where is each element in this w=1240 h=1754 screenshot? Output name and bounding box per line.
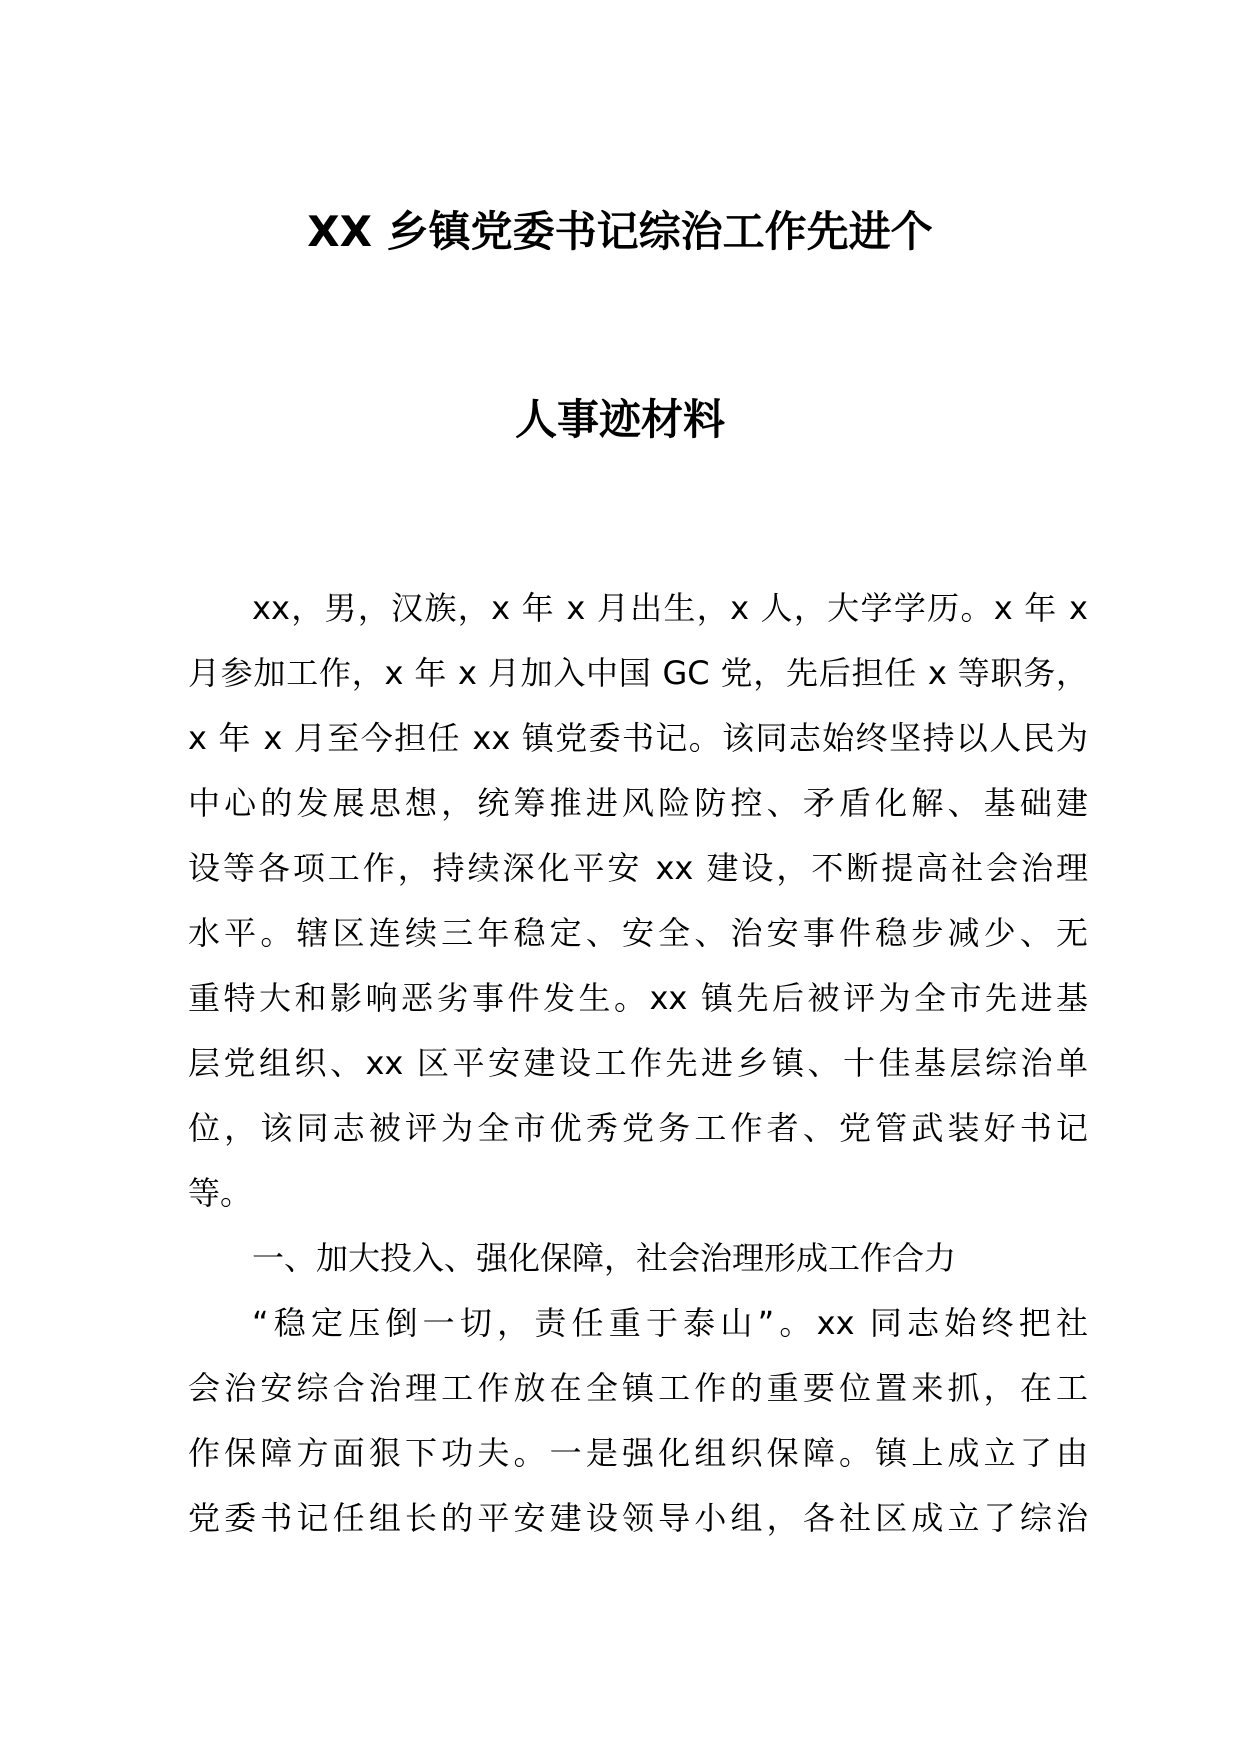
document-title-line-2: 人事迹材料 (514, 395, 725, 444)
paragraph-line: 月参加工作，x 年 x 月加入中国 GC 党，先后担任 x 等职务， (188, 654, 1088, 692)
paragraph-line: 水平。辖区连续三年稳定、安全、治安事件稳步减少、无 (188, 914, 1088, 952)
document-title-line-1: XX 乡镇党委书记综治工作先进个 (307, 207, 933, 256)
paragraph-line: x 年 x 月至今担任 xx 镇党委书记。该同志始终坚持以人民为 (188, 719, 1088, 757)
section-heading: 一、加大投入、强化保障，社会治理形成工作合力 (252, 1239, 957, 1277)
document-body (188, 576, 1088, 1551)
paragraph-line: 位，该同志被评为全市优秀党务工作者、党管武装好书记 (188, 1109, 1088, 1147)
paragraph-line: 会治安综合治理工作放在全镇工作的重要位置来抓，在工 (188, 1369, 1088, 1407)
paragraph-line: 设等各项工作，持续深化平安 xx 建设，不断提高社会治理 (188, 849, 1088, 887)
paragraph-line: 重特大和影响恶劣事件发生。xx 镇先后被评为全市先进基 (188, 979, 1088, 1017)
paragraph-line: 中心的发展思想，统筹推进风险防控、矛盾化解、基础建 (188, 784, 1088, 822)
paragraph-line: “稳定压倒一切，责任重于泰山”。xx 同志始终把社 (252, 1304, 1088, 1342)
paragraph-line: 层党组织、xx 区平安建设工作先进乡镇、十佳基层综治单 (188, 1044, 1088, 1082)
paragraph-line: 等。 (188, 1174, 253, 1212)
paragraph-line: 作保障方面狠下功夫。一是强化组织保障。镇上成立了由 (188, 1434, 1088, 1472)
paragraph-line: xx，男，汉族，x 年 x 月出生，x 人，大学学历。x 年 x (252, 589, 1088, 627)
paragraph-line: 党委书记任组长的平安建设领导小组，各社区成立了综治 (188, 1499, 1088, 1537)
